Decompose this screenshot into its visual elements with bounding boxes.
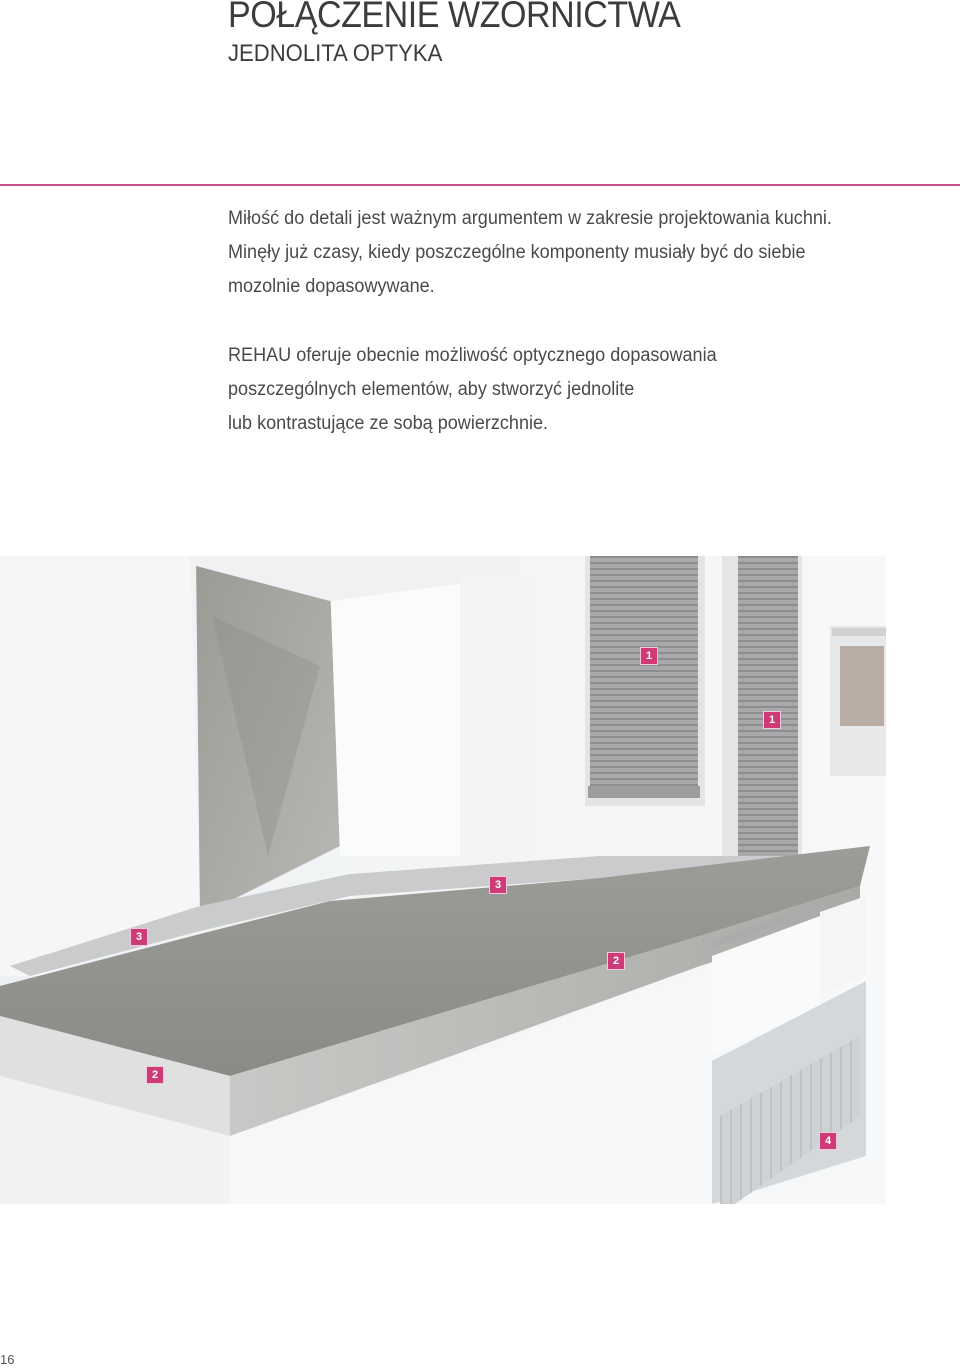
page-number: 16 (0, 1352, 15, 1367)
kitchen-illustration (0, 556, 886, 1204)
paragraph-line: mozolnie dopasowywane. (228, 276, 435, 297)
marker-2: 2 (607, 952, 625, 970)
marker-1: 1 (640, 647, 658, 665)
section-divider (0, 184, 960, 186)
paragraph-line: lub kontrastujące ze sobą powierzchnie. (228, 413, 549, 434)
marker-3: 3 (489, 876, 507, 894)
paragraph-line: Miłość do detali jest ważnym argumentem w zakresie projektowania kuchni. (228, 208, 832, 229)
paragraph-line: poszczególnych elementów, aby stworzyć jednolite (228, 379, 635, 400)
rehau-paragraph (228, 339, 912, 441)
marker-2: 2 (146, 1066, 164, 1084)
marker-4: 4 (819, 1132, 837, 1150)
marker-3: 3 (130, 928, 148, 946)
page-subtitle: JEDNOLITA OPTYKA (228, 40, 443, 67)
kitchen-photo (0, 556, 886, 1204)
paragraph-line: REHAU oferuje obecnie możliwość optycznego dopasowania (228, 345, 717, 366)
intro-paragraph (228, 202, 912, 304)
paragraph-line: Minęły już czasy, kiedy poszczególne komponenty musiały być do siebie (228, 242, 806, 263)
page-title: POŁĄCZENIE WZORNICTWA (228, 0, 681, 35)
marker-1: 1 (763, 711, 781, 729)
